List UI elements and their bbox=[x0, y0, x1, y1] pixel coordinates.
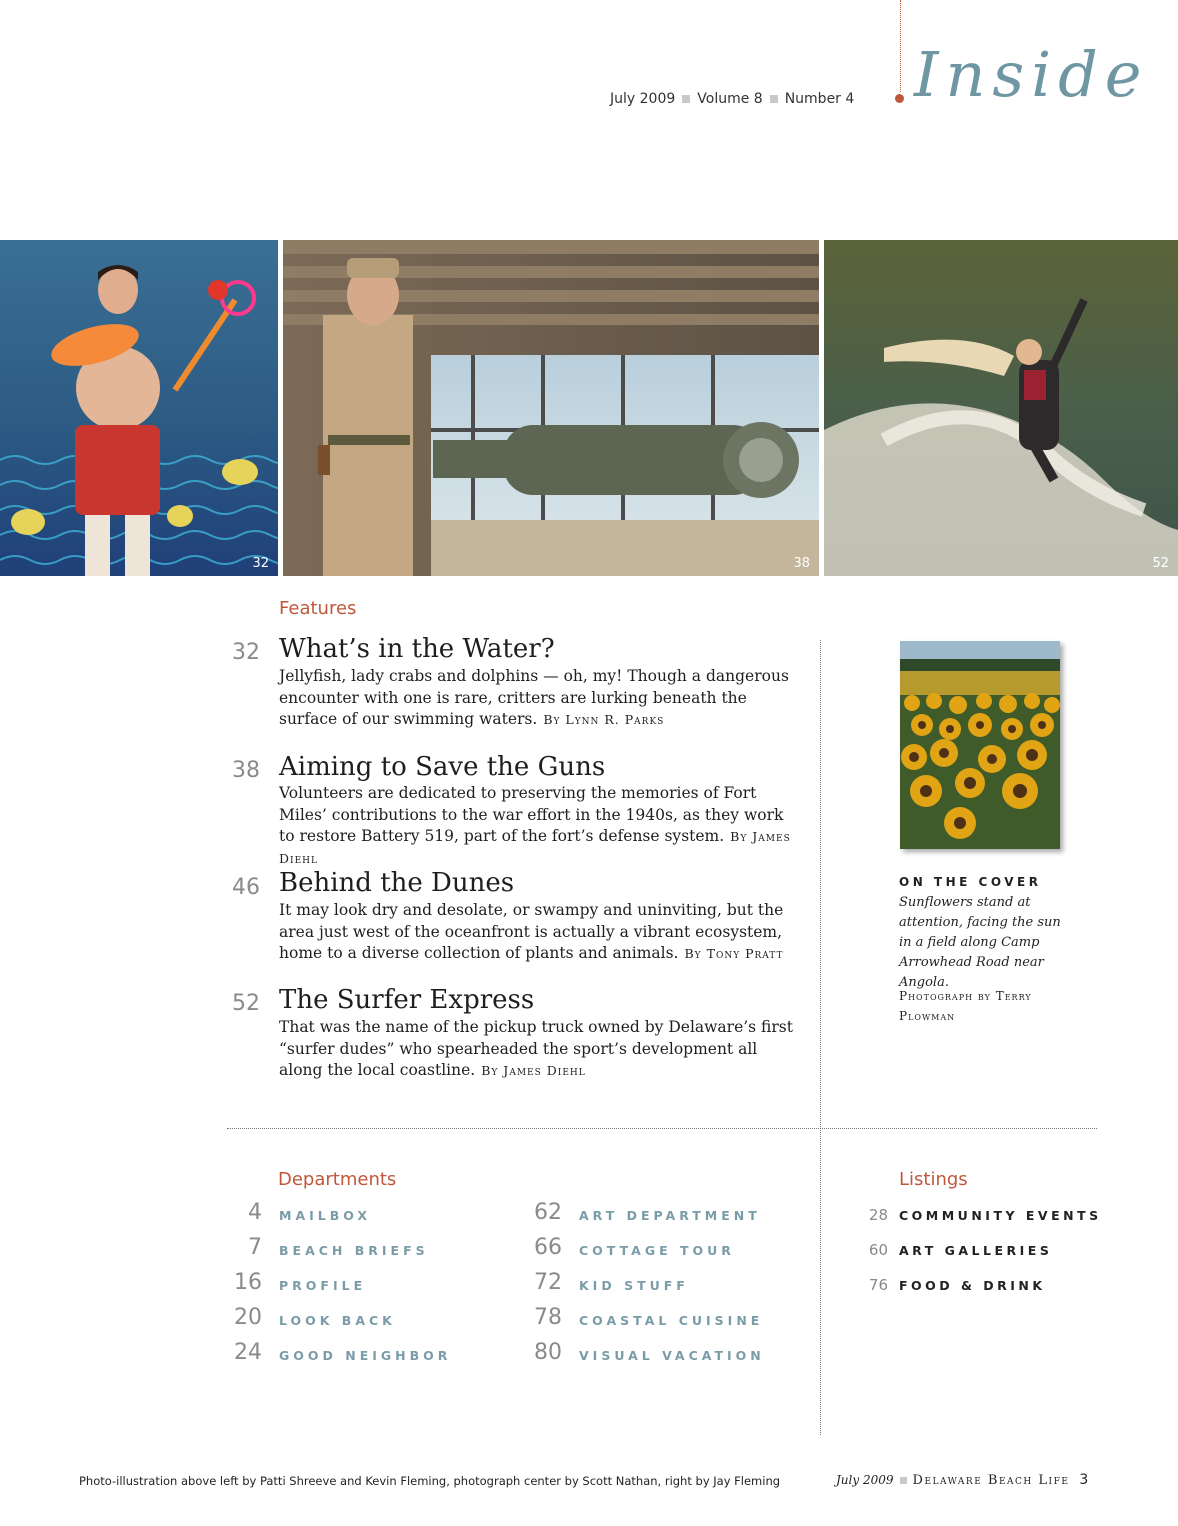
folio-date: July 2009 bbox=[836, 1473, 894, 1487]
department-link[interactable]: VISUAL VACATION bbox=[579, 1348, 765, 1363]
issue-volume: Volume 8 bbox=[697, 91, 763, 107]
magazine-name: Delaware Beach Life bbox=[912, 1473, 1070, 1488]
feature-description-text: Volunteers are dedicated to preserving the memories of Fort Miles’ contributions to the war effort in the 1940s, as they work to restore Battery 519, part of the fort’s defense system. bbox=[279, 784, 784, 845]
issue-info bbox=[610, 91, 854, 107]
feature-description-text: Jellyfish, lady crabs and dolphins — oh, my! Though a dangerous encounter with one is rare, critters are lurking beneath the surface of our swimming waters. bbox=[279, 667, 789, 728]
features-heading: Features bbox=[279, 598, 357, 619]
photo-page-number: 52 bbox=[1152, 556, 1169, 571]
feature-page-number: 46 bbox=[232, 875, 260, 900]
feature-description-text: That was the name of the pickup truck owned by Delaware’s first “surfer dudes” who spearheaded the sport’s development all along the local coastline. bbox=[279, 1018, 793, 1079]
feature-description bbox=[279, 666, 799, 731]
listing-link[interactable]: ART GALLERIES bbox=[899, 1243, 1053, 1258]
listing-page-number: 60 bbox=[868, 1241, 888, 1259]
photo-page-number: 38 bbox=[793, 556, 810, 571]
feature-page-number: 32 bbox=[232, 640, 260, 665]
photo-fort-miles[interactable] bbox=[283, 240, 819, 576]
photo-page-number: 32 bbox=[252, 556, 269, 571]
feature-byline: By James Diehl bbox=[279, 829, 791, 866]
section-divider bbox=[227, 1128, 1097, 1129]
issue-number: Number 4 bbox=[784, 91, 855, 107]
department-page-number: 7 bbox=[248, 1235, 262, 1260]
feature-description bbox=[279, 900, 799, 965]
department-page-number: 66 bbox=[534, 1235, 562, 1260]
listing-link[interactable]: FOOD & DRINK bbox=[899, 1278, 1046, 1293]
page-number: 3 bbox=[1079, 1472, 1089, 1488]
feature-title[interactable]: Behind the Dunes bbox=[279, 868, 515, 898]
department-link[interactable]: LOOK BACK bbox=[279, 1313, 396, 1328]
department-link[interactable]: KID STUFF bbox=[579, 1278, 689, 1293]
photo-credits: Photo-illustration above left by Patti Shreeve and Kevin Fleming, photograph center by Scott Nathan, right by Jay Fleming bbox=[79, 1474, 781, 1488]
fort-miles-image bbox=[283, 240, 819, 576]
listings-heading: Listings bbox=[899, 1169, 968, 1190]
issue-date: July 2009 bbox=[610, 91, 676, 107]
department-page-number: 24 bbox=[234, 1340, 262, 1365]
listing-page-number: 76 bbox=[868, 1276, 888, 1294]
department-link[interactable]: COASTAL CUISINE bbox=[579, 1313, 764, 1328]
feature-page-number: 52 bbox=[232, 991, 260, 1016]
photo-surfer[interactable] bbox=[824, 240, 1178, 576]
separator-square bbox=[900, 1477, 907, 1484]
separator-square bbox=[770, 95, 778, 103]
department-page-number: 4 bbox=[248, 1200, 262, 1225]
department-link[interactable]: MAILBOX bbox=[279, 1208, 372, 1223]
department-link[interactable]: GOOD NEIGHBOR bbox=[279, 1348, 452, 1363]
cover-photo-credit: Photograph by Terry Plowman bbox=[899, 989, 1032, 1023]
feature-description bbox=[279, 1017, 799, 1082]
department-page-number: 16 bbox=[234, 1270, 262, 1295]
cover-heading: ON THE COVER bbox=[899, 875, 1042, 889]
feature-page-number: 38 bbox=[232, 758, 260, 783]
feature-byline: By Lynn R. Parks bbox=[543, 712, 665, 727]
listing-link[interactable]: COMMUNITY EVENTS bbox=[899, 1208, 1102, 1223]
department-page-number: 80 bbox=[534, 1340, 562, 1365]
feature-byline: By Tony Pratt bbox=[684, 946, 784, 961]
listing-page-number: 28 bbox=[868, 1206, 888, 1224]
folio bbox=[836, 1472, 1088, 1488]
photo-water-illustration[interactable] bbox=[0, 240, 278, 576]
cover-caption: Sunflowers stand at attention, facing the sun in a field along Camp Arrowhead Road near Angola. bbox=[899, 895, 1061, 990]
department-page-number: 78 bbox=[534, 1305, 562, 1330]
cover-sunflowers-image[interactable] bbox=[900, 641, 1060, 849]
feature-title[interactable]: Aiming to Save the Guns bbox=[279, 752, 606, 782]
feature-title[interactable]: The Surfer Express bbox=[279, 985, 535, 1015]
surfer-image bbox=[824, 240, 1178, 576]
feature-description bbox=[279, 783, 799, 869]
department-page-number: 62 bbox=[534, 1200, 562, 1225]
department-page-number: 72 bbox=[534, 1270, 562, 1295]
department-link[interactable]: COTTAGE TOUR bbox=[579, 1243, 735, 1258]
feature-title[interactable]: What’s in the Water? bbox=[279, 634, 555, 664]
page-title: Inside bbox=[914, 38, 1149, 111]
department-page-number: 20 bbox=[234, 1305, 262, 1330]
department-link[interactable]: BEACH BRIEFS bbox=[279, 1243, 429, 1258]
title-dot bbox=[895, 94, 904, 103]
department-link[interactable]: ART DEPARTMENT bbox=[579, 1208, 761, 1223]
water-illustration-image bbox=[0, 240, 278, 576]
departments-heading: Departments bbox=[278, 1169, 397, 1190]
feature-description-text: It may look dry and desolate, or swampy and uninviting, but the area just west of the oceanfront is actually a vibrant ecosystem, home to a diverse collection of plants and animals. bbox=[279, 901, 784, 962]
column-divider bbox=[820, 640, 821, 1435]
header-dotted-rule bbox=[900, 0, 901, 92]
department-link[interactable]: PROFILE bbox=[279, 1278, 367, 1293]
feature-byline: By James Diehl bbox=[481, 1063, 586, 1078]
separator-square bbox=[682, 95, 690, 103]
